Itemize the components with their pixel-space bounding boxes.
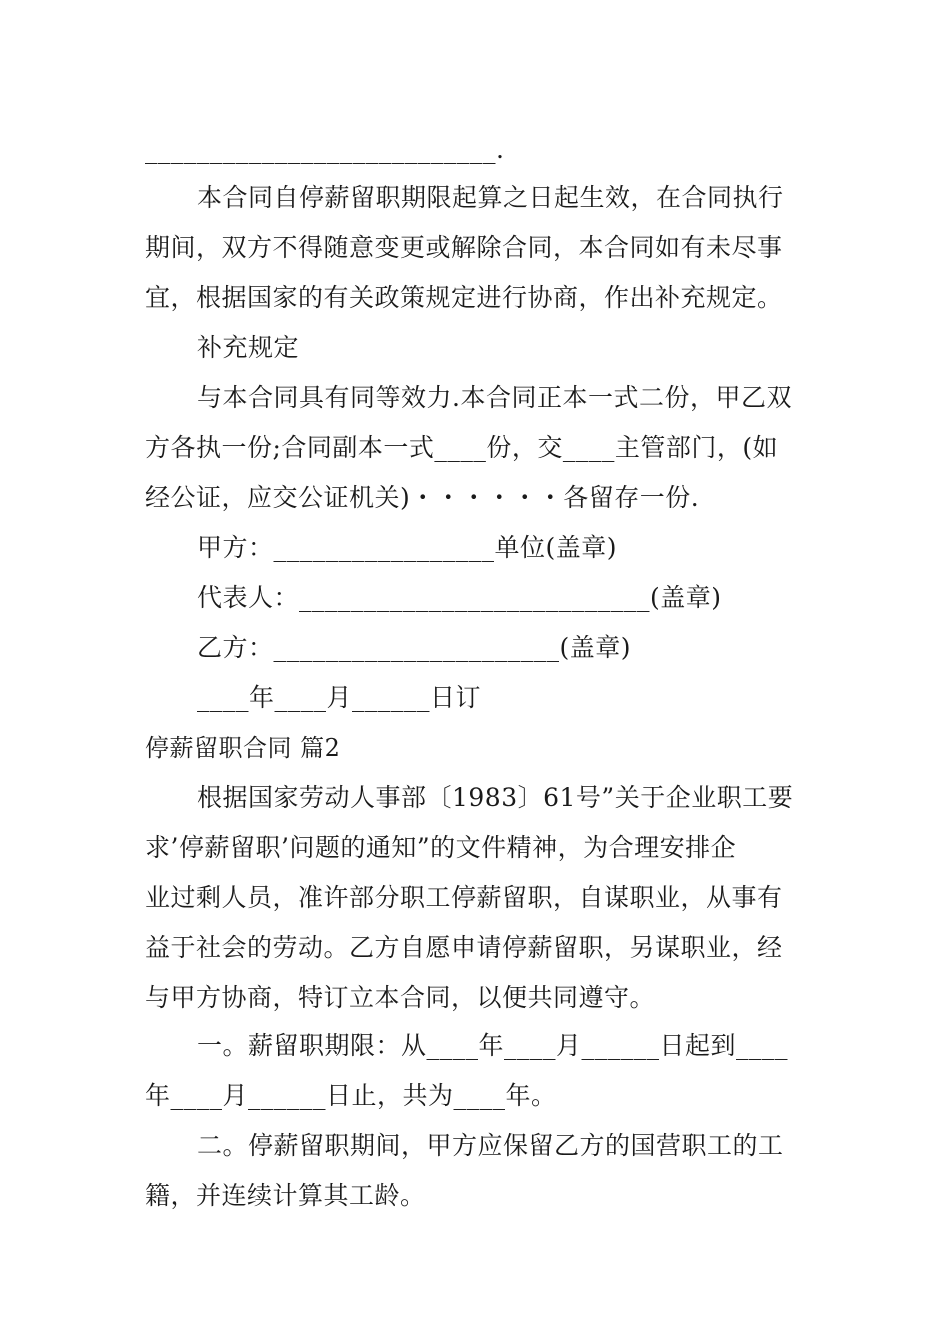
party-b-signature-line: 乙方：______________________(盖章) bbox=[197, 633, 632, 662]
clause-two-line: 二。停薪留职期间，甲方应保留乙方的国营职工的工 bbox=[197, 1131, 784, 1160]
paragraph-line: 方各执一份;合同副本一式____份，交____主管部门，(如 bbox=[145, 433, 779, 462]
paragraph-line: 期间，双方不得随意变更或解除合同，本合同如有未尽事 bbox=[145, 233, 783, 262]
paragraph-line: 业过剩人员，准许部分职工停薪留职，自谋职业，从事有 bbox=[145, 883, 783, 912]
paragraph-line: 益于社会的劳动。乙方自愿申请停薪留职，另谋职业，经 bbox=[145, 933, 783, 962]
paragraph-line: 经公证，应交公证机关)・・・・・・各留存一份. bbox=[145, 483, 700, 512]
signature-blank-line: ___________________________. bbox=[145, 135, 505, 164]
paragraph-line: 本合同自停薪留职期限起算之日起生效，在合同执行 bbox=[197, 183, 784, 212]
clause-two-line: 籍，并连续计算其工龄。 bbox=[145, 1181, 426, 1210]
clause-one-line: 一。薪留职期限：从____年____月______日起到____ bbox=[197, 1031, 789, 1060]
paragraph-line: 与本合同具有同等效力.本合同正本一式二份，甲乙双 bbox=[197, 383, 792, 412]
supplement-heading: 补充规定 bbox=[197, 333, 300, 362]
party-a-signature-line: 甲方：_________________单位(盖章) bbox=[197, 533, 618, 562]
paragraph-line: 与甲方协商，特订立本合同，以便共同遵守。 bbox=[145, 983, 656, 1012]
date-line: ____年____月______日订 bbox=[197, 683, 482, 712]
paragraph-line: 求’停薪留职’问题的通知”的文件精神，为合理安排企 bbox=[145, 833, 737, 862]
paragraph-line: 根据国家劳动人事部〔1983〕61号”关于企业职工要 bbox=[197, 783, 794, 812]
section-title: 停薪留职合同 篇2 bbox=[145, 734, 341, 762]
representative-signature-line: 代表人：___________________________(盖章) bbox=[197, 583, 722, 612]
paragraph-line: 宜，根据国家的有关政策规定进行协商，作出补充规定。 bbox=[145, 283, 783, 312]
clause-one-line: 年____月______日止，共为____年。 bbox=[145, 1081, 557, 1110]
